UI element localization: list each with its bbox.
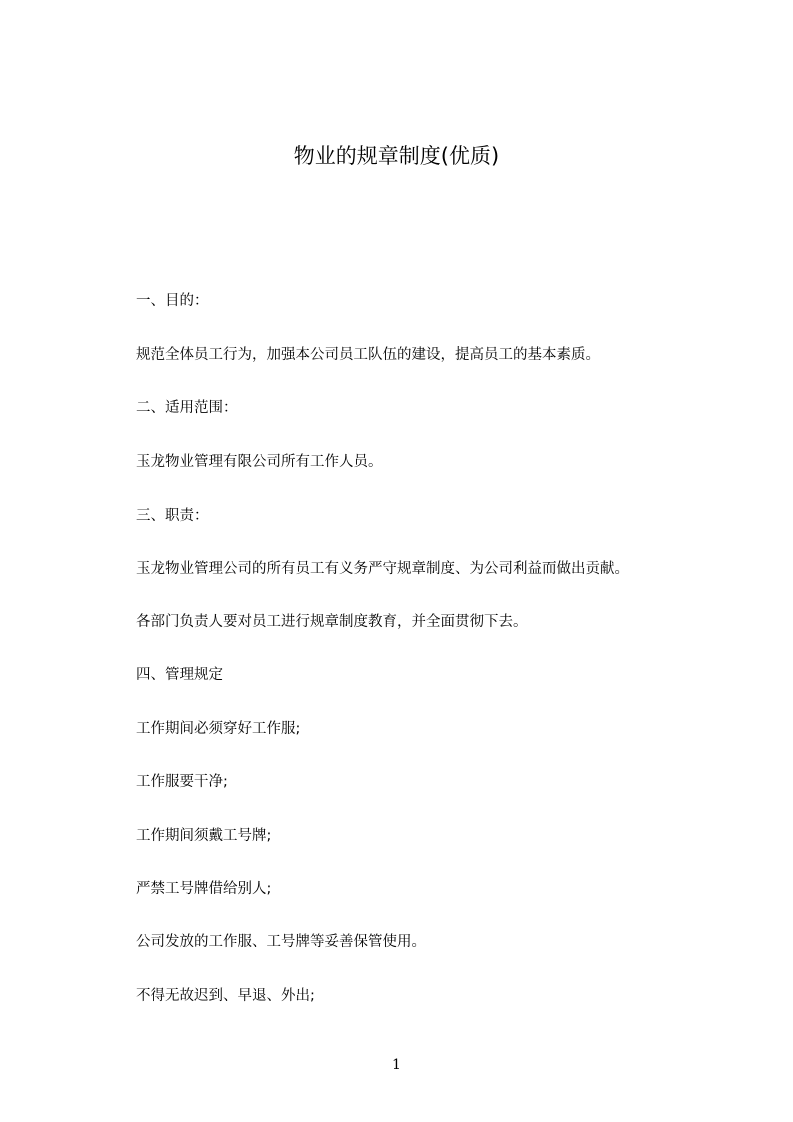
paragraph-purpose: 规范全体员工行为，加强本公司员工队伍的建设，提高员工的基本素质。 <box>136 347 600 363</box>
page-number: 1 <box>392 1057 401 1073</box>
paragraph-duties-2: 各部门负责人要对员工进行规章制度教育，并全面贯彻下去。 <box>136 614 528 630</box>
document-title: 物业的规章制度(优质) <box>293 144 500 168</box>
rule-item: 公司发放的工作服、工号牌等妥善保管使用。 <box>136 934 426 950</box>
section-heading-duties: 三、职责： <box>136 508 209 524</box>
rule-item: 严禁工号牌借给别人; <box>136 881 272 897</box>
section-heading-rules: 四、管理规定 <box>136 667 223 683</box>
rule-item: 不得无故迟到、早退、外出; <box>136 988 315 1004</box>
rule-item: 工作期间必须穿好工作服; <box>136 721 301 737</box>
paragraph-duties-1: 玉龙物业管理公司的所有员工有义务严守规章制度、为公司利益而做出贡献。 <box>136 561 629 577</box>
rule-item: 工作服要干净; <box>136 774 228 790</box>
paragraph-scope: 玉龙物业管理有限公司所有工作人员。 <box>136 454 383 470</box>
section-heading-purpose: 一、目的： <box>136 293 209 309</box>
rule-item: 工作期间须戴工号牌; <box>136 828 272 844</box>
section-heading-scope: 二、适用范围： <box>136 400 238 416</box>
